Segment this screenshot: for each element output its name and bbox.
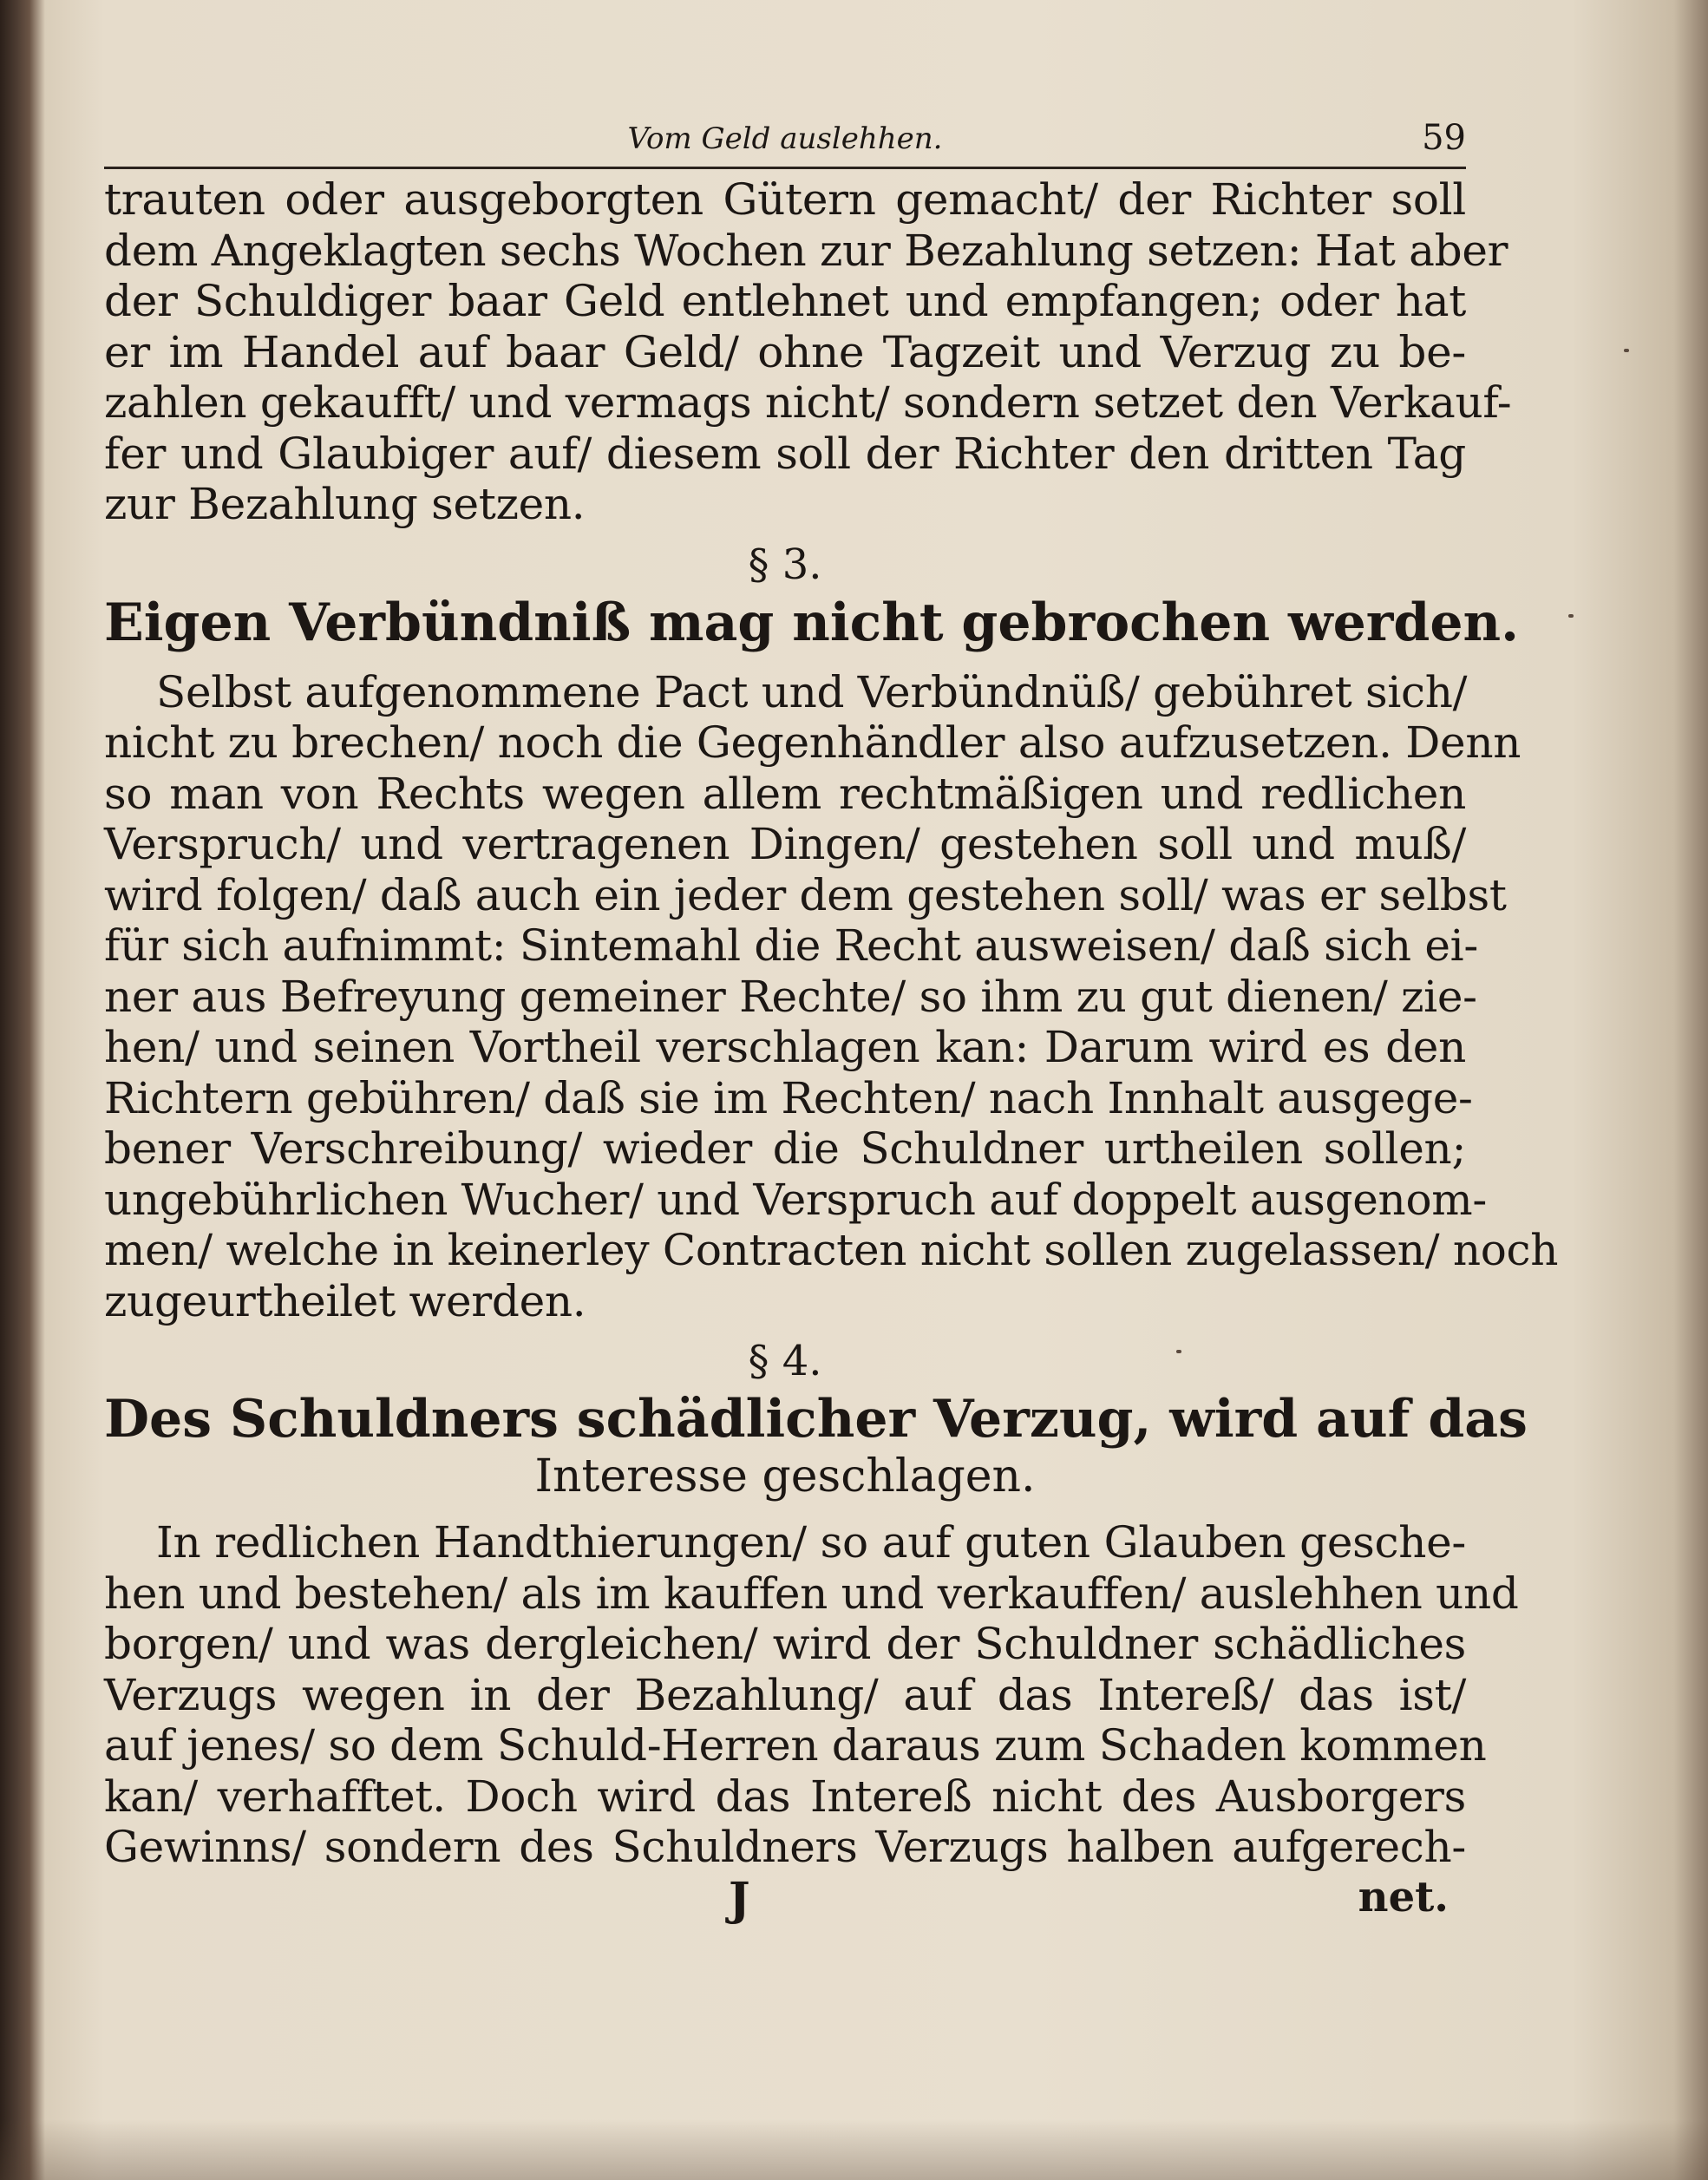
text-line: fer und Glaubiger auf/ diesem soll der Richter den dritten Tag: [104, 428, 1466, 479]
section-number: § 3.: [748, 540, 822, 589]
text-line: Verspruch/ und vertragenen Dingen/ gestehen soll und muß/: [104, 819, 1466, 869]
text-line: ner aus Befreyung gemeiner Rechte/ so ihm zu gut dienen/ zie-: [104, 971, 1477, 1022]
section-number: § 4.: [748, 1337, 822, 1385]
text-line: wird folgen/ daß auch ein jeder dem gestehen soll/ was er selbst: [104, 869, 1507, 920]
text-line: Selbst aufgenommene Pact und Verbündnüß/ gebühret sich/: [156, 666, 1468, 717]
paragraph-continued: [104, 174, 1512, 530]
text-line: für sich aufnimmt: Sintemahl die Recht ausweisen/ daß sich ei-: [104, 920, 1478, 971]
text-line: zur Bezahlung setzen.: [104, 479, 586, 529]
page-number: 59: [1422, 118, 1466, 158]
section-body: [104, 1517, 1519, 1873]
text-line: In redlichen Handthierungen/ so auf guten Glauben gesche-: [156, 1517, 1466, 1568]
section-heading: Des Schuldners schädlicher Verzug, wird auf das: [104, 1389, 1528, 1450]
running-head: [104, 118, 1466, 169]
text-line: Gewinns/ sondern des Schuldners Verzugs halben aufgerech-: [104, 1822, 1466, 1872]
text-line: so man von Rechts wegen allem rechtmäßigen und redlichen: [104, 768, 1466, 819]
text-line: Verzugs wegen in der Bezahlung/ auf das Intereß/ das ist/: [104, 1669, 1466, 1720]
section-body: [104, 666, 1559, 1327]
text-line: hen/ und seinen Vortheil verschlagen kan: Darum wird es den: [104, 1022, 1466, 1072]
signature-mark: J: [729, 1872, 750, 1926]
text-line: nicht zu brechen/ noch die Gegenhändler also aufzusetzen. Denn: [104, 717, 1521, 768]
running-title: Vom Geld auslehhen.: [627, 121, 943, 156]
section-heading: Eigen Verbündniß mag nicht gebrochen werden.: [104, 592, 1520, 653]
text-line: auf jenes/ so dem Schuld-Herren daraus zum Schaden kommen: [104, 1720, 1487, 1771]
ink-speck: [1568, 614, 1574, 618]
ink-speck: [1624, 349, 1629, 352]
text-line: men/ welche in keinerley Contracten nicht sollen zugelassen/ noch: [104, 1225, 1559, 1275]
book-page: [104, 118, 1559, 1926]
text-line: zahlen gekaufft/ und vermags nicht/ sondern setzet den Verkauf-: [104, 377, 1512, 428]
catchword: net.: [1358, 1872, 1449, 1921]
text-line: zugeurtheilet werden.: [104, 1275, 586, 1326]
text-line: er im Handel auf baar Geld/ ohne Tagzeit und Verzug zu be-: [104, 326, 1466, 377]
text-line: trauten oder ausgeborgten Gütern gemacht/ der Richter soll: [104, 174, 1466, 225]
text-line: hen und bestehen/ als im kauffen und verkauffen/ auslehhen und: [104, 1568, 1519, 1619]
section-subheading: Interesse geschlagen.: [534, 1450, 1036, 1502]
text-line: borgen/ und was dergleichen/ wird der Schuldner schädliches: [104, 1619, 1466, 1669]
text-line: der Schuldiger baar Geld entlehnet und empfangen; oder hat: [104, 276, 1466, 326]
text-line: bener Verschreibung/ wieder die Schuldner urtheilen sollen;: [104, 1123, 1466, 1174]
page-footer: [104, 1873, 1466, 1925]
text-line: ungebührlichen Wucher/ und Verspruch auf doppelt ausgenom-: [104, 1174, 1487, 1225]
text-line: Richtern gebühren/ daß sie im Rechten/ nach Innhalt ausgege-: [104, 1072, 1473, 1123]
text-line: kan/ verhafftet. Doch wird das Intereß nicht des Ausborgers: [104, 1771, 1466, 1822]
text-line: dem Angeklagten sechs Wochen zur Bezahlung setzen: Hat aber: [104, 225, 1508, 276]
